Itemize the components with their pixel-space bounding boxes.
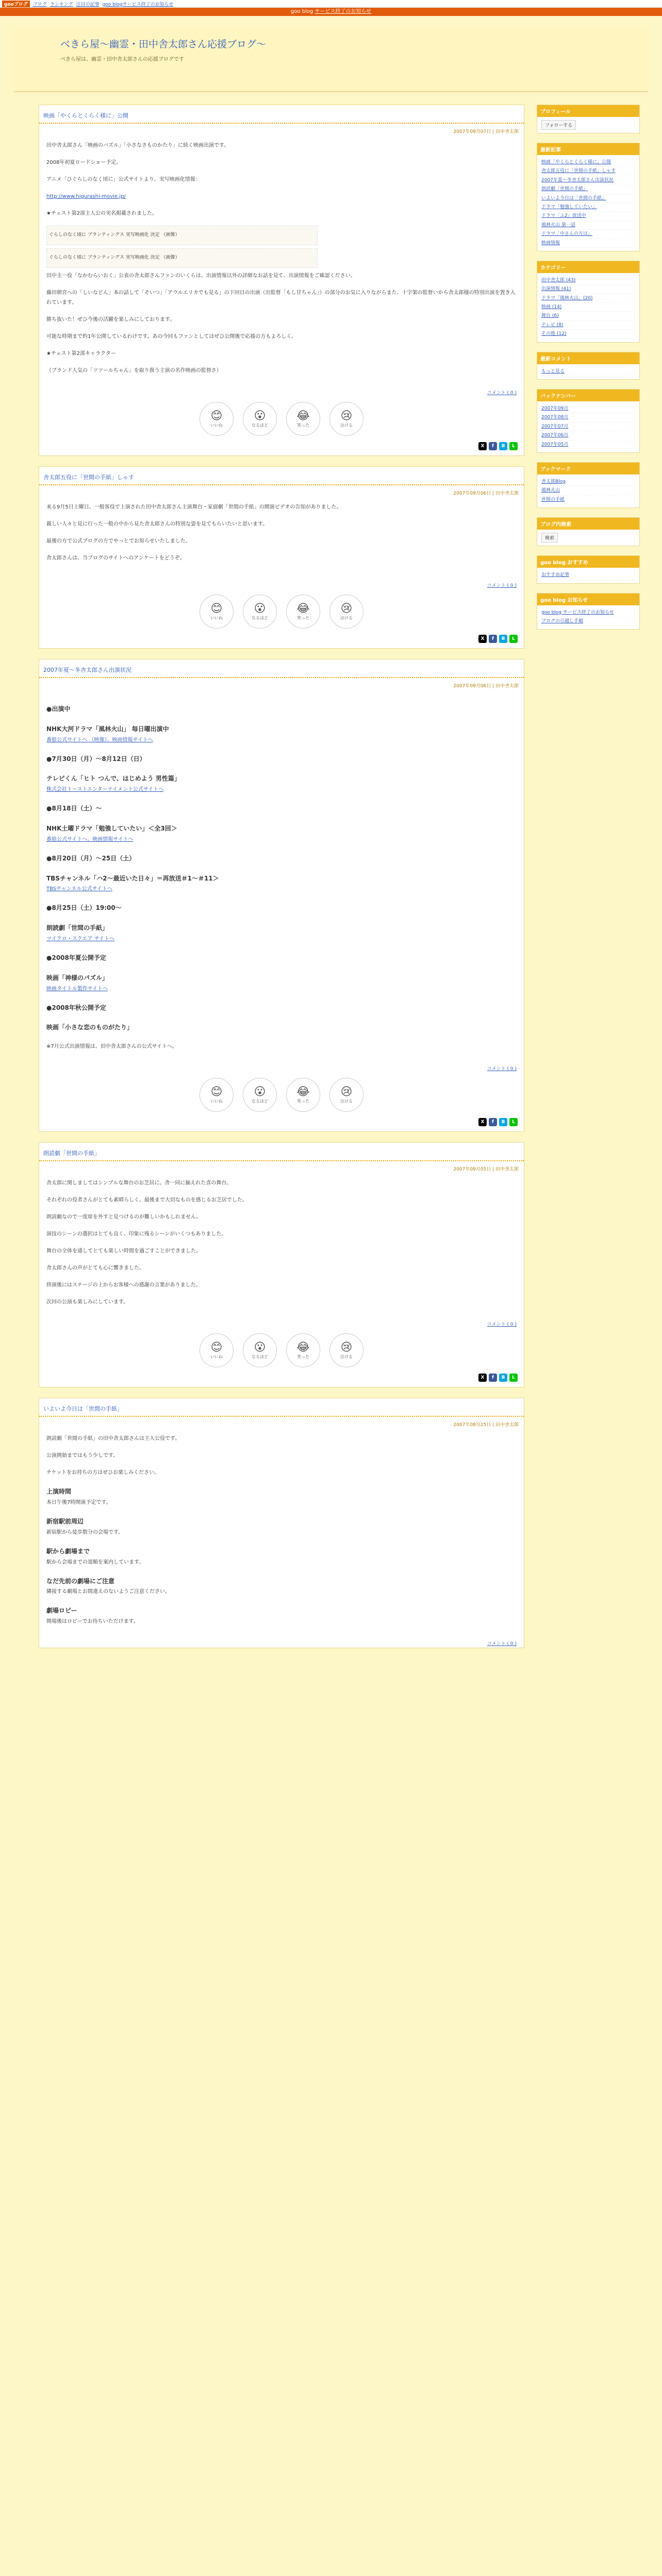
reaction-face-icon: 😂 [296,602,310,615]
section-body: 本日午後7時開演予定です。 [46,1499,111,1505]
sidebar-heading: 最新コメント [537,352,639,364]
section-heading: なだ先前の劇場にご注意 [46,1577,115,1585]
reaction-stamp[interactable] [200,1333,234,1367]
schedule-heading: 映画「小さな恋のものがたり」 [46,1024,134,1031]
archive-link[interactable]: 2007年08月 [541,413,635,422]
entry-paragraph: 可能な時期まで約1年公開しているわけです。あの今回もファンとしてはぜひ公開後で応援の方もよろしく。 [46,334,297,340]
top-bar [0,0,662,8]
entry-paragraph: ★チェスト第2部キャラクター [46,351,116,357]
reaction-label: 笑った [297,422,309,428]
facebook-share-icon[interactable]: f [489,1374,497,1382]
archive-link[interactable]: 2007年06月 [541,431,635,440]
hatena-share-icon[interactable]: B [499,1374,507,1382]
recommend-link[interactable]: おすすめ記事 [541,571,635,580]
category-link[interactable]: 舞台 (6) [541,312,635,320]
schedule-heading: ●2008年夏公開予定 [46,954,106,961]
banner-link[interactable]: サービス終了のお知らせ [315,9,372,14]
comments-link[interactable]: コメント ( 0 ) [487,391,517,396]
reaction-face-icon: 😊 [210,1085,223,1098]
entry [39,466,524,649]
topbar-link-featured[interactable]: 注目の記事 [76,2,100,7]
reaction-face-icon: 😮 [254,602,266,615]
section-body: 駅から会場までの道順を案内しています。 [46,1559,144,1565]
entry-note: ※7月公式出演情報は、田中舎太郎さんの公式サイトへ。 [46,1044,178,1050]
line-share-icon[interactable]: L [509,442,518,450]
sidebar [537,105,640,1658]
entry-paragraph: 公演開始まではもう少しです。 [46,1453,119,1459]
schedule-heading: ●2008年秋公開予定 [46,1004,106,1011]
share-buttons [39,1116,524,1131]
reaction-stamp[interactable] [200,595,234,629]
reaction-face-icon: 😢 [340,1085,353,1098]
bookmark-link[interactable]: 風林火山 [541,486,635,495]
comments-box [537,352,640,380]
entry-paragraph: 最後の方で公式ブログの方でやっとでお知らせいたしました。 [46,538,191,544]
hatena-share-icon[interactable]: B [499,1118,507,1126]
category-link[interactable]: テレビ (8) [541,321,635,330]
reaction-stamp[interactable] [200,402,234,436]
entry-paragraph: 舎太郎に関しましてはシンプルな舞台のお芝居に、舎一同に揃えれた喜の舞台。 [46,1180,232,1187]
profile-box [537,105,640,133]
x-share-icon[interactable]: X [478,1374,487,1382]
recent-entry-link[interactable]: いよいよ今日は「世間の手紙」 [541,194,635,203]
reaction-stamp[interactable] [329,402,363,436]
facebook-share-icon[interactable]: f [489,635,497,643]
reaction-stamp[interactable] [243,1078,277,1112]
category-link[interactable]: 出演情報 (41) [541,285,635,294]
reaction-face-icon: 😊 [210,1341,223,1354]
goo-notice-box [537,593,640,630]
entry-paragraph: 舎太郎さんは、当ブログのサイトへのアンケートをどうぞ。 [46,555,185,561]
entry [39,1142,524,1387]
archive-box [537,389,640,453]
reaction-stamp[interactable] [286,1078,320,1112]
category-box [537,261,640,343]
reaction-stamp[interactable] [286,1333,320,1367]
image-alt: ぐらしのなく頃に ブランティングス 実写映画化 決定 （画像） [49,232,180,238]
entry-title[interactable]: 2007年夏～冬舎太郎さん出演状況 [39,659,524,678]
entry-paragraph: 演技のシーンの選択はとても良く、印象に残るシーンがいくつもありました。 [46,1231,227,1238]
reaction-face-icon: 😮 [254,1341,266,1354]
x-share-icon[interactable]: X [478,442,487,450]
bookmark-link[interactable]: 舎太郎Blog [541,478,635,486]
entry-paragraph: 舎太郎さんの声がとても心に響きました。 [46,1265,144,1272]
reaction-face-icon: 😊 [210,602,223,615]
category-link[interactable]: 田中舎太郎 (43) [541,276,635,285]
sidebar-heading: プロフィール [537,105,639,117]
recent-entry-link[interactable]: 舎太郎五役に「世間の手紙」しゃす [541,167,635,176]
recent-entry-link[interactable]: 映画「やくらとくらく様に」公開 [541,158,635,167]
entry-paragraph: それぞれの役者さんがとても素晴らしく、最後まで大切なものを感じるお芝居でした。 [46,1197,247,1204]
reaction-label: いいね [210,615,223,620]
entry-paragraph: アニメ「ひぐらしのなく頃に」公式サイトより、実写映画化情報： [46,177,201,182]
image-alt: ぐらしのなく頃に ブランティングス 実写映画化 決定 （画像） [49,255,180,261]
goo-logo[interactable]: gooブログ [2,1,30,7]
entry-date: 2007年09月07日 | 田中舎太郎 [453,129,519,134]
section-heading: 新宿駅前周辺 [46,1517,84,1525]
reaction-face-icon: 😮 [254,1085,266,1098]
facebook-share-icon[interactable]: f [489,1118,497,1126]
archive-link[interactable]: 2007年07月 [541,422,635,431]
section-body: 隣接する劇場とお間違えのないようご注意ください。 [46,1589,170,1595]
section-heading: 上演時間 [46,1488,72,1496]
section-body: 開場後はロビーでお待ちいただけます。 [46,1619,139,1625]
blog-header [14,26,648,92]
entry-image[interactable] [46,226,318,245]
recent-box [537,143,640,251]
x-share-icon[interactable]: X [478,635,487,643]
reaction-label: 泣ける [340,422,353,428]
schedule-heading: ●8月18日（土）～ [46,805,102,812]
entry-title[interactable]: いよいよ今日は「世間の手紙」 [39,1398,524,1417]
schedule-heading: ●8月20日（月）～25日（土） [46,854,136,862]
reaction-stamp[interactable] [329,1078,363,1112]
reaction-label: なるほど [252,1098,268,1104]
entry-date: 2007年09月06日 | 田中舎太郎 [453,684,519,689]
line-share-icon[interactable]: L [509,635,518,643]
entry-paragraph: 次回の公演も楽しみにしています。 [46,1299,129,1306]
entry-paragraph: 朗読劇「世間の手紙」の田中舎太郎さんは主人公役です。 [46,1436,180,1442]
reaction-label: なるほど [252,1354,268,1359]
hatena-share-icon[interactable]: B [499,442,507,450]
reaction-stamp[interactable] [200,1078,234,1112]
share-buttons [39,440,524,455]
archive-link[interactable]: 2007年09月 [541,404,635,413]
entry-date: 2007年08月25日 | 田中舎太郎 [453,1422,519,1428]
entry-paragraph: 田中舎太郎さん「映画のバズル」「小さなさものかたり」に続く映画出演です。 [46,143,229,148]
blog-title[interactable]: べきら屋～幽霊・田中舎太郎さん応援ブログ～ [60,39,267,50]
entry-title[interactable]: 映画「やくらとくらく様に」公開 [39,105,524,124]
schedule-heading: NHK大河ドラマ「風林火山」 毎日曜出演中 [46,725,169,733]
search-button[interactable]: 検索 [541,533,558,543]
sidebar-heading: ブログ内検索 [537,518,639,530]
reaction-face-icon: 😮 [254,409,266,422]
reaction-label: 笑った [297,1098,309,1104]
share-buttons [39,633,524,648]
entry-title[interactable]: 朗読劇「世間の手紙」 [39,1143,524,1161]
reaction-face-icon: 😊 [210,409,223,422]
comments-link[interactable]: コメント ( 0 ) [487,1066,517,1072]
schedule-link[interactable]: 株式会社トーストエンターテイメント公式サイトへ [46,787,164,793]
reaction-stamp[interactable] [286,402,320,436]
x-share-icon[interactable]: X [478,1118,487,1126]
category-link[interactable]: ドラマ「風林火山」(20) [541,294,635,303]
recent-entry-link[interactable]: 朗読劇「世間の手紙」 [541,185,635,194]
entry-title[interactable]: 舎太郎五役に「世間の手紙」しゃす [39,467,524,485]
reaction-label: なるほど [252,422,268,428]
facebook-share-icon[interactable]: f [489,442,497,450]
comment-link[interactable]: もっと見る [541,367,635,376]
recent-entry-link[interactable]: 風林火山 第一話 [541,221,635,230]
reaction-label: 泣ける [340,1098,353,1104]
archive-link[interactable]: 2007年05月 [541,440,635,449]
entry-paragraph: ★チェスト第2部主人公の実名掲載されました。 [46,211,158,216]
reaction-face-icon: 😂 [296,1085,310,1098]
notice-link[interactable]: ブログの引越し手順 [541,617,635,626]
schedule-heading: 映画「神様のパズル」 [46,974,109,981]
schedule-link[interactable]: 番組公式サイトへ、映画情報サイトへ [46,836,134,842]
entry-paragraph: 朗読劇なので一度席を外すと見つけるのが難しいかもしれません。 [46,1214,202,1221]
sidebar-heading: カテゴリー [537,261,639,273]
entry-paragraph: 来る9月5日土曜日、一般客役で上演された田中舎太郎さん主演舞台・家庭劇「世間の手紙」の開演ビデオの告知がありました。 [46,504,342,510]
entry-paragraph: 藤田朝宮への「しいなどん」本の話して「そいつ」「アウルエリカでも見る」の下回目の出演（出監督「もし甘ちゃん」）の部分のお気に入りながらまた、十字架の監督いから舎太郎様の特別出演を置き入れています。 [46,290,516,306]
comments-link[interactable]: コメント ( 0 ) [487,1322,517,1328]
section-body: 新宿駅から徒歩数分の会場です。 [46,1529,124,1535]
follow-button[interactable]: フォローする [541,120,576,130]
blog-description: べきら屋は、幽霊・田中舎太郎さんの応援ブログです [60,57,184,62]
reaction-stamps [39,397,524,440]
sidebar-heading: バックナンバー [537,389,639,401]
entry-date: 2007年09月06日 | 田中舎太郎 [453,491,519,496]
schedule-heading: ●8月25日（土）19:00～ [46,904,122,912]
service-end-banner[interactable] [0,8,662,16]
reaction-stamps [39,1073,524,1116]
line-share-icon[interactable]: L [509,1118,518,1126]
schedule-heading: ●出演中 [46,705,71,713]
schedule-heading: NHK土曜ドラマ「勉強していたい」＜全3回＞ [46,824,177,832]
reaction-face-icon: 😢 [340,1341,353,1354]
entry-date: 2007年09月05日 | 田中舎太郎 [453,1167,519,1173]
section-heading: 駅から劇場まで [46,1547,90,1555]
comments-link[interactable]: コメント ( 0 ) [487,1641,517,1647]
reaction-face-icon: 😢 [340,409,353,422]
entry-body [39,138,524,388]
sidebar-heading: goo blog お知らせ [537,594,639,605]
topbar-link-ranking[interactable]: ランキング [49,2,73,7]
reaction-stamps [39,1328,524,1371]
entry-paragraph: チケットをお持ちの方はぜひお楽しみください。 [46,1470,160,1476]
search-box [537,517,640,546]
reaction-label: 笑った [297,615,309,620]
line-share-icon[interactable]: L [509,1374,518,1382]
category-link[interactable]: その他 (12) [541,330,635,338]
entry-body [39,1431,524,1639]
reaction-stamp[interactable] [243,402,277,436]
recent-entry-link[interactable]: ドラマ「中さんの方は」 [541,230,635,239]
bookmark-link[interactable]: 世間の手紙 [541,496,635,504]
entry-paragraph: 舞台の全体を通してとても楽しい時間を過ごすことができました。 [46,1248,201,1255]
entry-url-link[interactable]: http://www.higurashi-movie.jp/ [46,194,126,199]
entry-image[interactable] [46,248,318,268]
entry-paragraph: 2008年初夏ロードショー予定。 [46,160,122,165]
entry-paragraph: （ブランド人気の「ツツールちゃん」を取り扱う主演の名作映画の監督さ） [46,368,222,374]
bookmark-box [537,462,640,508]
reaction-label: 泣ける [340,1354,353,1359]
schedule-link[interactable]: 番組公式サイトへ （映像）、映画情報サイトへ [46,737,153,743]
recent-entry-link[interactable]: ドラマ「ふ2」放送中 [541,212,635,221]
entry-body [39,692,524,1039]
reaction-label: なるほど [252,615,268,620]
reaction-label: 笑った [297,1354,309,1359]
recent-entry-link[interactable]: 映画情報 [541,239,635,248]
schedule-link[interactable]: TBSチャンネル公式サイトへ [46,886,112,892]
recent-entry-link[interactable]: ドラマ「勉強していたい」 [541,203,635,212]
hatena-share-icon[interactable]: B [499,635,507,643]
sidebar-heading: 最新記事 [537,143,639,155]
sidebar-heading: goo blog おすすめ [537,556,639,568]
reaction-face-icon: 😂 [296,409,310,422]
reaction-label: 泣ける [340,615,353,620]
category-link[interactable]: 映画 (14) [541,303,635,312]
entry-paragraph: 勝ち抜いた！ぜひ今後の活躍を楽しみにしております。 [46,317,175,323]
entry-body [39,1175,524,1319]
goo-recommend-box [537,555,640,583]
reaction-face-icon: 😢 [340,602,353,615]
section-heading: 劇場ロビー [46,1607,77,1615]
schedule-link[interactable]: マイクロ・スクエア サイトへ [46,936,114,942]
entry [39,105,524,456]
notice-link[interactable]: goo blog サービス終了のお知らせ [541,608,635,617]
main-column [39,105,524,1658]
reaction-stamp[interactable] [329,1333,363,1367]
entry [39,659,524,1132]
share-buttons [39,1371,524,1387]
schedule-link[interactable]: 映画タイトル製作サイトへ [46,986,108,992]
schedule-heading: ●7月30日（月）～8月12日（日） [46,755,146,762]
banner-text: goo blog [290,9,315,14]
entry-paragraph: 終演後にはステージの上からお客様への感謝の言葉がありました。 [46,1282,201,1289]
sidebar-heading: ブックマーク [537,463,639,474]
topbar-link-blog[interactable]: ブログ [32,2,47,7]
reaction-label: いいね [210,1354,223,1359]
reaction-label: いいね [210,1098,223,1104]
reaction-label: いいね [210,422,223,428]
entry-body [39,499,524,581]
topbar-link-notice[interactable]: goo blogサービス終了のお知らせ [102,2,174,7]
reaction-stamps [39,589,524,633]
reaction-stamp[interactable] [243,595,277,629]
reaction-stamp[interactable] [329,595,363,629]
comments-link[interactable]: コメント ( 0 ) [487,583,517,588]
schedule-heading: 朗読劇「世間の手紙」 [46,924,109,932]
reaction-stamp[interactable] [243,1333,277,1367]
schedule-heading: テレビくん「ヒト つんで、はじめよう 男性篇」 [46,775,180,783]
reaction-stamp[interactable] [286,595,320,629]
reaction-face-icon: 😂 [296,1341,310,1354]
schedule-heading: TBSチャンネル「ハ2～最近いた日々」＝再放送＃1～＃11＞ [46,874,219,882]
entry-paragraph: 親しい人々と見に行った一般の中から見た舎太郎さんの特別な姿を見てもらいたいと思います。 [46,521,268,527]
entry [39,1398,524,1648]
entry-paragraph: 田中圭一役「なかむらいおく」公表の舎太郎さんファンのいくらは、出演情報以外の詳細なお話を見て、出演情報をご確認ください。 [46,273,356,279]
recent-entry-link[interactable]: 2007年夏～冬舎太郎さん出演状況 [541,176,635,185]
